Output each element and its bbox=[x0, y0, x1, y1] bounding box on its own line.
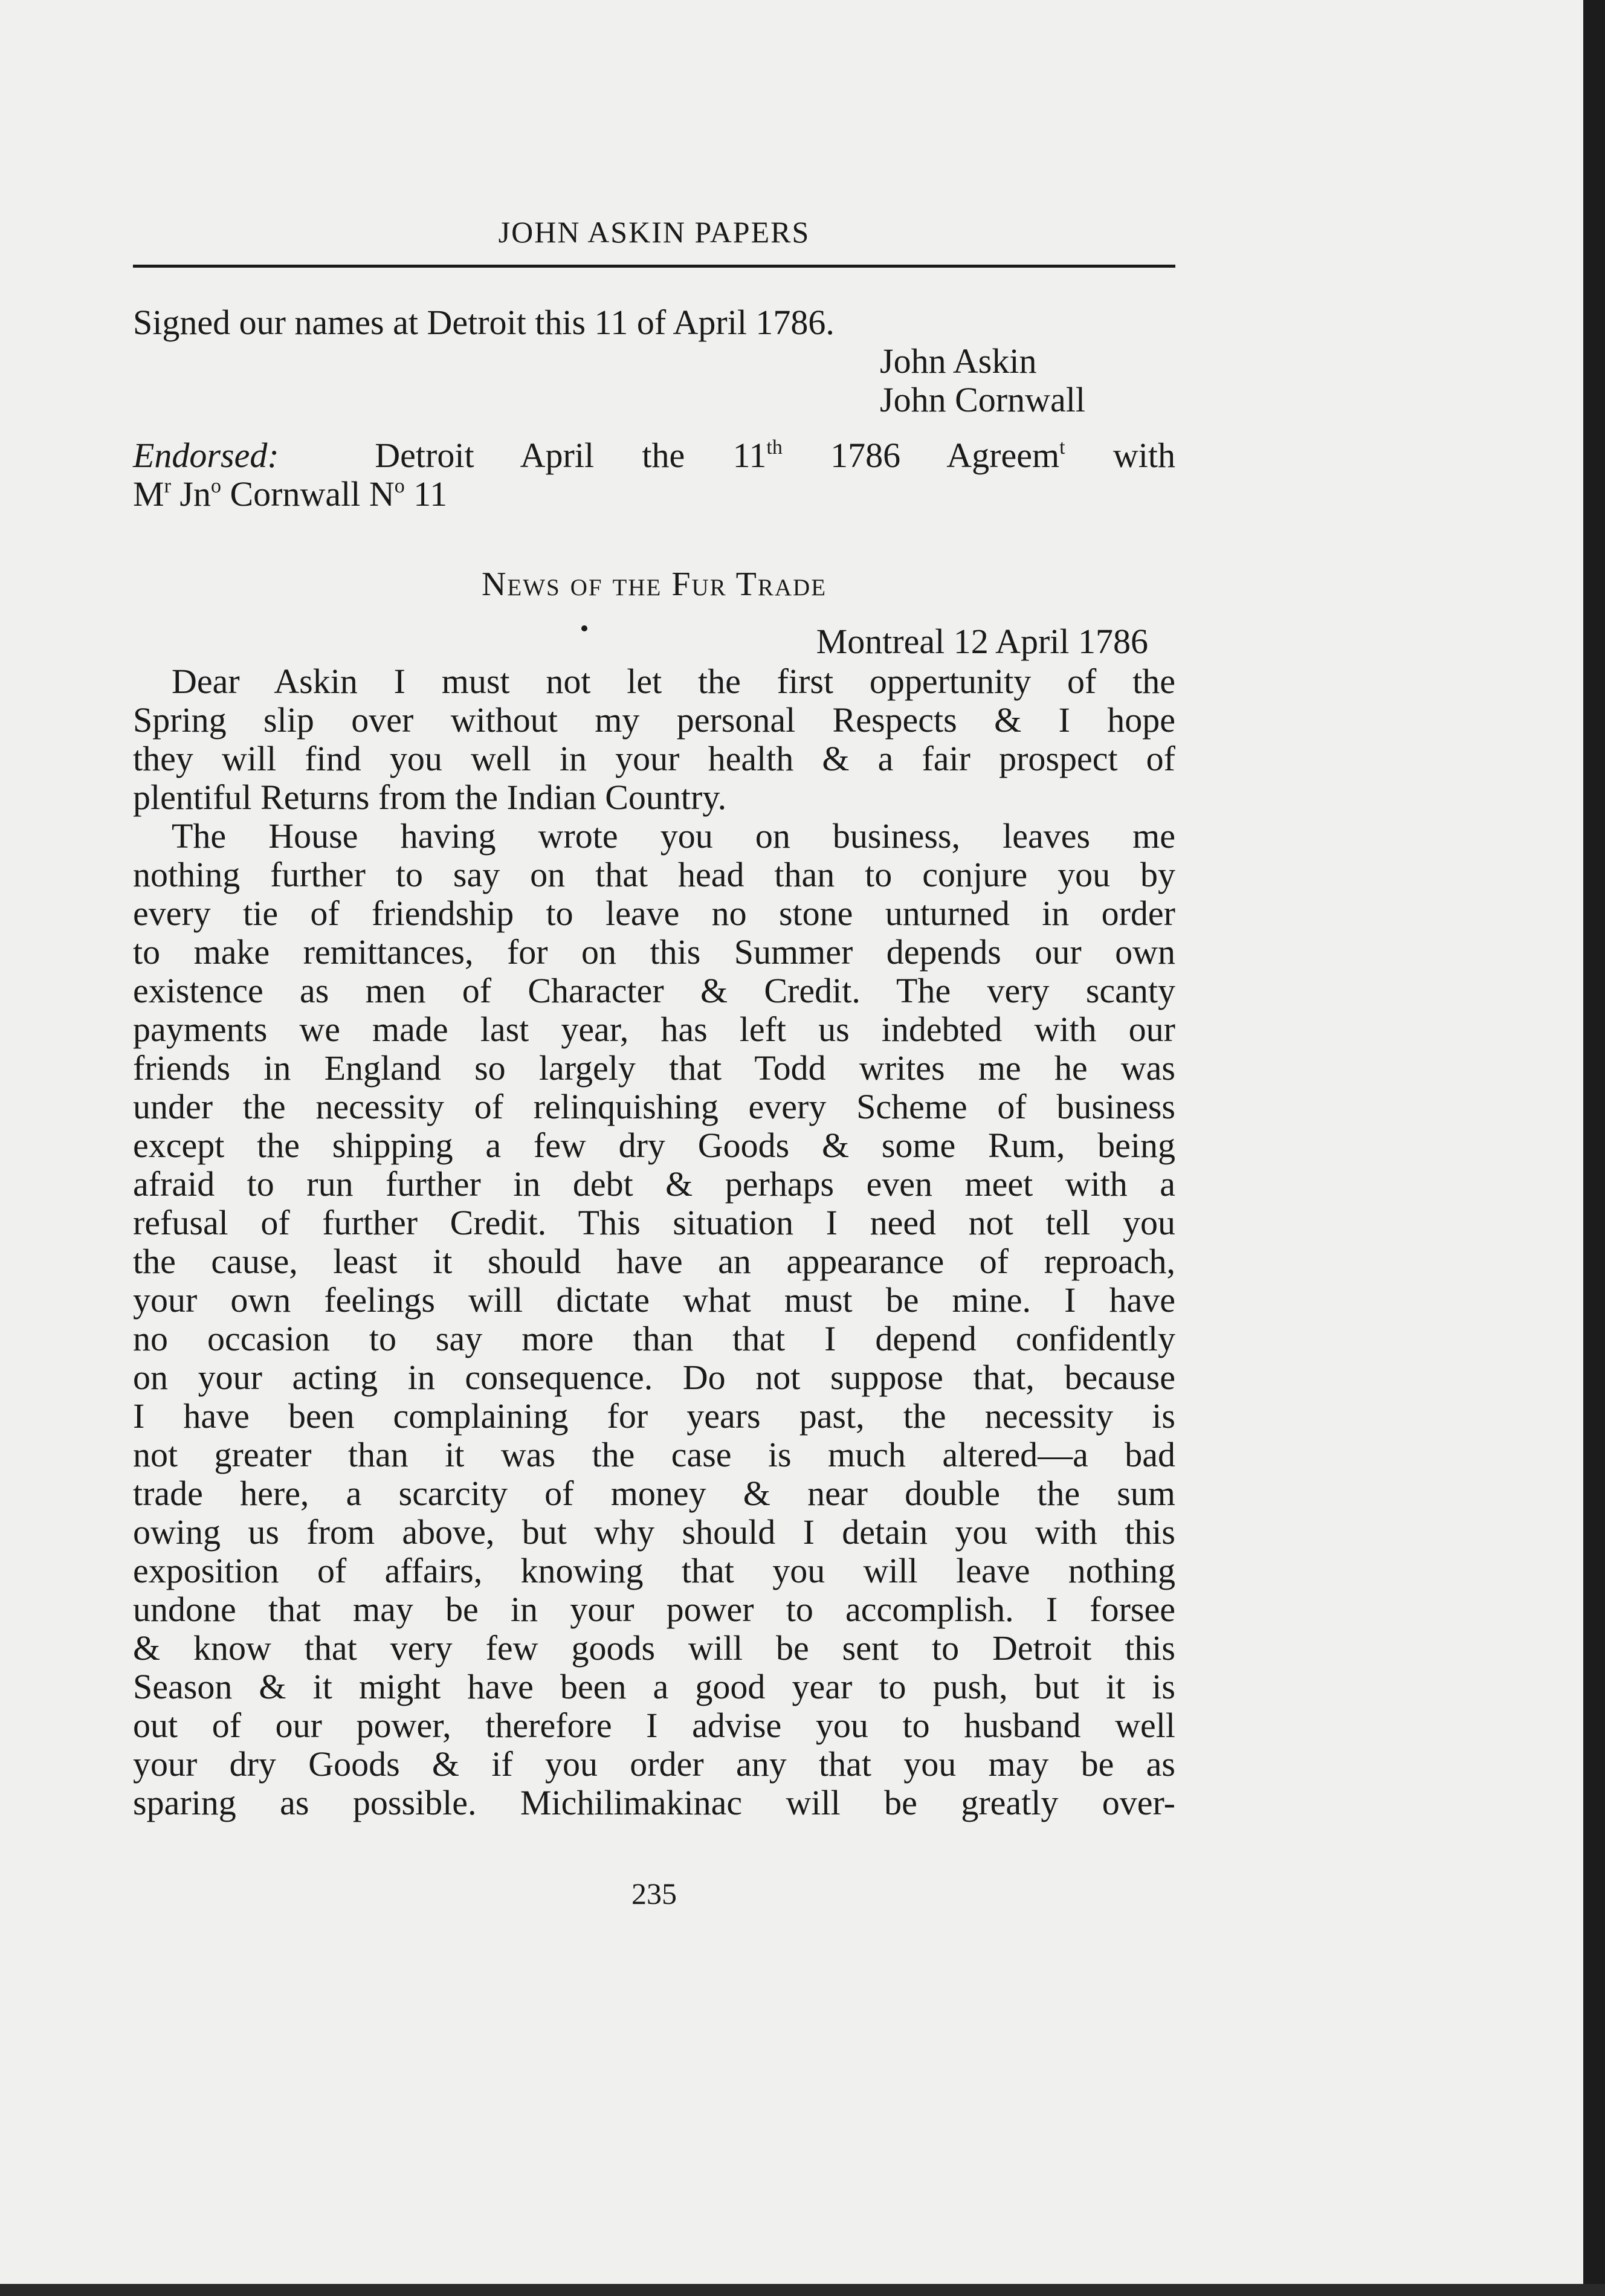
letter-line: not greater than it was the case is much altered—a bad bbox=[133, 1435, 1175, 1474]
endorsed-sup-2: t bbox=[1059, 436, 1065, 459]
letter-line: they will find you well in your health & a fair prospect of bbox=[133, 739, 1175, 778]
endorsed-text-1: Detroit April the 11 bbox=[375, 436, 767, 475]
letter-line: payments we made last year, has left us indebted with our bbox=[133, 1010, 1175, 1049]
letter-line: your dry Goods & if you order any that you may be as bbox=[133, 1744, 1175, 1784]
letter-line: Spring slip over without my personal Respects & I hope bbox=[133, 700, 1175, 740]
letter-line: owing us from above, but why should I detain you with this bbox=[133, 1512, 1175, 1552]
letter-dateline: Montreal 12 April 1786 bbox=[816, 622, 1148, 661]
letter-line: on your acting in consequence. Do not suppose that, because bbox=[133, 1358, 1175, 1397]
letter-line: Season & it might have been a good year to push, but it is bbox=[133, 1667, 1175, 1706]
endorsed-line2-sup-c: o bbox=[394, 475, 405, 497]
letter-line: your own feelings will dictate what must be mine. I have bbox=[133, 1280, 1175, 1320]
letter-line: sparing as possible. Michilimakinac will be greatly over- bbox=[133, 1783, 1175, 1822]
letter-line: to make remittances, for on this Summer depends our own bbox=[133, 932, 1175, 972]
letter-line: exposition of affairs, knowing that you will leave nothing bbox=[133, 1551, 1175, 1590]
running-head: JOHN ASKIN PAPERS bbox=[498, 215, 810, 249]
endorsed-text-3: with bbox=[1065, 436, 1175, 475]
letter-line: trade here, a scarcity of money & near double the sum bbox=[133, 1474, 1175, 1513]
letter-line: no occasion to say more than that I depend confidently bbox=[133, 1319, 1175, 1358]
endorsed-line2-a: M bbox=[133, 474, 164, 514]
signature-cornwall: John Cornwall bbox=[880, 380, 1085, 419]
letter-line: The House having wrote you on business, leaves me bbox=[172, 816, 1175, 856]
section-title: News of the Fur Trade bbox=[481, 566, 827, 603]
letter-line: I have been complaining for years past, the necessity is bbox=[133, 1396, 1175, 1436]
letter-line: undone that may be in your power to accomplish. I forsee bbox=[133, 1590, 1175, 1629]
endorsed-line2-sup-a: r bbox=[164, 475, 171, 497]
endorsed-sup-1: th bbox=[766, 436, 783, 459]
letter-line: out of our power, therefore I advise you to husband well bbox=[133, 1706, 1175, 1745]
endorsed-line2-b: Jn bbox=[170, 474, 211, 514]
letter-line: nothing further to say on that head than to conjure you by bbox=[133, 855, 1175, 894]
signed-line: Signed our names at Detroit this 11 of April 1786. bbox=[133, 303, 835, 342]
signature-askin: John Askin bbox=[880, 341, 1037, 381]
endorsed-text-2: 1786 Agreem bbox=[782, 436, 1060, 475]
letter-line: plentiful Returns from the Indian Country. bbox=[133, 778, 727, 817]
letter-line: friends in England so largely that Todd writes me he was bbox=[133, 1048, 1175, 1088]
letter-line: existence as men of Character & Credit. The very scanty bbox=[133, 971, 1175, 1010]
letter-line: Dear Askin I must not let the first oppertunity of the bbox=[172, 662, 1175, 701]
endorsed-line2-d: 11 bbox=[404, 474, 448, 514]
scan-edge-right bbox=[1583, 0, 1605, 2296]
letter-line: afraid to run further in debt & perhaps even meet with a bbox=[133, 1164, 1175, 1204]
letter-line: every tie of friendship to leave no stone unturned in order bbox=[133, 894, 1175, 933]
page-number: 235 bbox=[631, 1877, 677, 1911]
letter-line: & know that very few goods will be sent to Detroit this bbox=[133, 1628, 1175, 1668]
endorsed-line2-sup-b: o bbox=[210, 475, 221, 497]
letter-line: refusal of further Credit. This situation I need not tell you bbox=[133, 1203, 1175, 1242]
endorsement-line-1 bbox=[133, 436, 1175, 475]
endorsed-line2-c: Cornwall N bbox=[221, 474, 395, 514]
endorsed-label: Endorsed: bbox=[133, 436, 279, 475]
header-rule bbox=[133, 265, 1175, 268]
letter-line: the cause, least it should have an appearance of reproach, bbox=[133, 1242, 1175, 1281]
letter-line: except the shipping a few dry Goods & some Rum, being bbox=[133, 1126, 1175, 1165]
letter-line: under the necessity of relinquishing every Scheme of business bbox=[133, 1087, 1175, 1126]
endorsement-line-2 bbox=[133, 475, 1175, 514]
scan-edge-bottom bbox=[0, 2284, 1605, 2296]
